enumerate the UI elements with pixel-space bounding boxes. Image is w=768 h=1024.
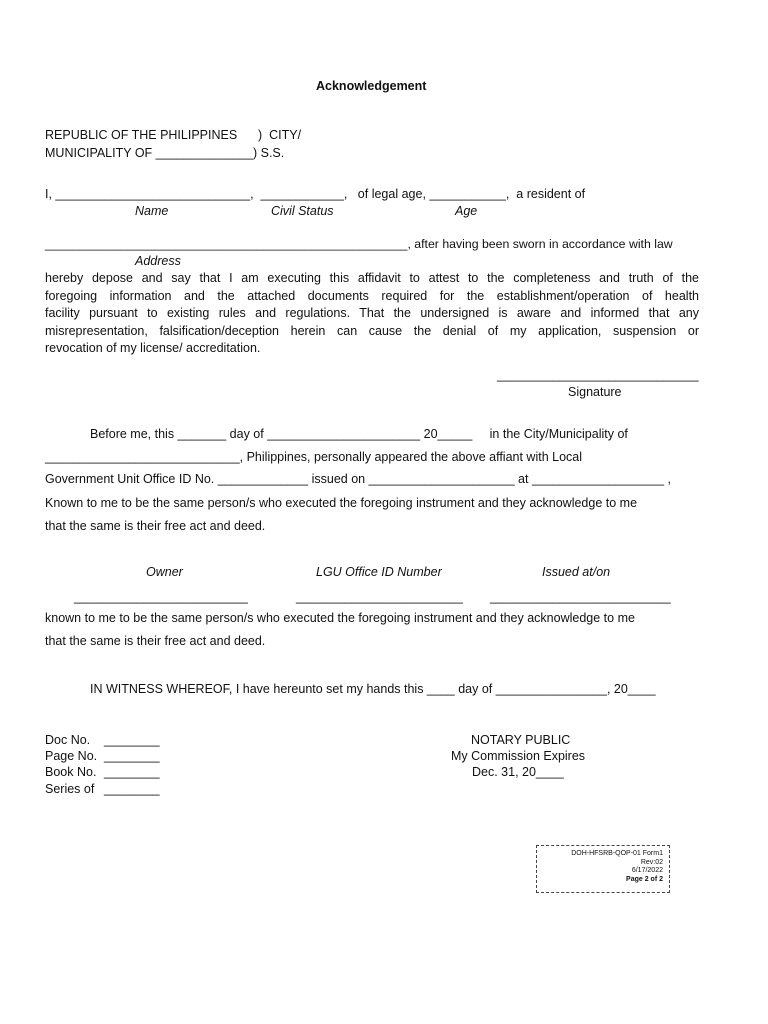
affidavit-line: misrepresentation, falsification/deception herein can cause the denial of my application, suspension or: [45, 323, 699, 338]
footer-page-number: Page 2 of 2: [626, 875, 663, 883]
civil-status-label: Civil Status: [271, 204, 334, 218]
owner-blank: _________________________: [74, 590, 248, 604]
notary-expiry-date: Dec. 31, 20____: [472, 765, 564, 779]
before-me-line-4: Known to me to be the same person/s who executed the foregoing instrument and they acknowledge to me: [45, 496, 638, 510]
before-me-line-3: Government Unit Office ID No. _____________ issued on _____________________ at ___________________ ,: [45, 472, 671, 486]
series-label: Series of: [45, 782, 95, 796]
page-no-blank: ________: [104, 749, 160, 763]
lgu-id-blank-text: ________________________: [296, 590, 463, 604]
venue-line-1: REPUBLIC OF THE PHILIPPINES ) CITY/: [45, 128, 302, 142]
affidavit-line: hereby depose and say that I am executing this affidavit to attest to the completeness and truth of the: [45, 271, 699, 285]
before-me-line-1: Before me, this _______ day of ______________________ 20_____ in the City/Municipality of: [90, 427, 628, 441]
issued-column-label: Issued at/on: [542, 565, 611, 579]
known-line-2: that the same is their free act and deed.: [45, 634, 266, 648]
witness-line: IN WITNESS WHEREOF, I have hereunto set my hands this ____ day of ________________, 20____: [90, 682, 656, 696]
series-blank: ________: [104, 782, 160, 796]
notary-commission: My Commission Expires: [451, 749, 586, 763]
affidavit-line: facility pursuant to existing rules and regulations. That the undersigned is aware and informed that any: [45, 306, 699, 320]
age-label: Age: [455, 204, 478, 218]
lgu-id-column-label: LGU Office ID Number: [316, 565, 442, 579]
known-line-1: known to me to be the same person/s who executed the foregoing instrument and they acknowledge to me: [45, 611, 635, 625]
before-me-line-2: ____________________________, Philippines, personally appeared the above affiant with Local: [45, 450, 583, 464]
form-footer-box: [536, 845, 670, 893]
doc-no-label: Doc No.: [45, 733, 91, 747]
signature-line: _____________________________: [497, 368, 699, 382]
footer-form-code: DOH-HFSRB-QOP-01 Form1: [571, 850, 663, 857]
doc-no-blank: ________: [104, 733, 160, 747]
issued-blank: __________________________: [490, 590, 671, 604]
book-no-label: Book No.: [45, 765, 97, 779]
address-label: Address: [135, 254, 181, 268]
footer-revision: Rev:02: [640, 858, 663, 866]
address-line: _____________________________________________________, after having been sworn in accordance with law: [45, 237, 673, 251]
venue-line-2: MUNICIPALITY OF ______________) S.S.: [45, 146, 285, 160]
book-no-blank: ________: [104, 765, 160, 779]
notary-title: NOTARY PUBLIC: [471, 733, 571, 747]
footer-date: 6/17/2022: [631, 867, 663, 874]
name-label: Name: [135, 204, 169, 218]
signature-label: Signature: [568, 385, 622, 399]
page-no-label: Page No.: [45, 749, 98, 763]
identity-line: I, ____________________________, ____________, of legal age, ___________, a resident of: [45, 187, 586, 201]
affidavit-paragraph: [45, 270, 699, 358]
before-me-line-5: that the same is their free act and deed.: [45, 519, 266, 533]
owner-column-label: Owner: [146, 565, 183, 579]
page-title: Acknowledgement: [316, 79, 427, 93]
affidavit-line: foregoing information and the attached documents required for the establishment/operation of health: [45, 288, 699, 303]
affidavit-line: revocation of my license/ accreditation.: [45, 341, 261, 355]
